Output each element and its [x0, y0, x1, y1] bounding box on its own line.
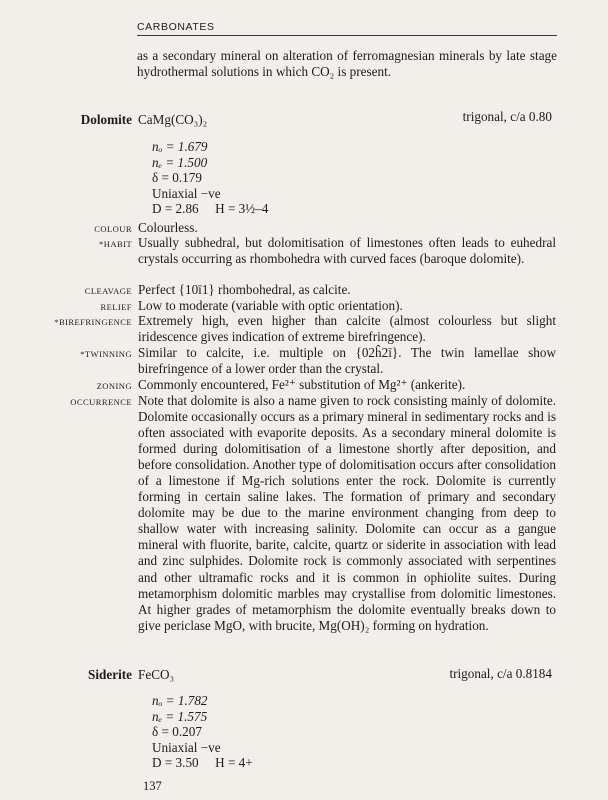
- birefringence-text: Extremely high, even higher than calcite (almost colourless but slight iridescence gives indication of extreme birefringence).: [138, 313, 556, 344]
- siderite-delta: δ = 0.207: [152, 724, 202, 740]
- dolomite-delta: δ = 0.179: [152, 170, 202, 186]
- cleavage-post: rhombohedral, as calcite.: [214, 282, 351, 297]
- dolomite-n-e: nₑ = 1.500: [152, 154, 208, 170]
- siderite-optical-properties: [152, 693, 253, 771]
- relief-text: Low to moderate (variable with optic orientation).: [138, 298, 403, 313]
- page-number: 137: [143, 779, 162, 793]
- dolomite-optical-properties: [152, 139, 268, 217]
- label-cleavage: CLEAVAGE: [84, 286, 132, 296]
- dolomite-optic-sign: Uniaxial −ve: [152, 185, 221, 201]
- twinning-post: . The twin lamellae show birefringence of a lower order than the crystal.: [138, 345, 556, 376]
- running-head: CARBONATES: [137, 21, 215, 33]
- label-twinning: *TWINNING: [80, 349, 132, 359]
- siderite-n-o: nₒ = 1.782: [152, 693, 208, 708]
- cleavage-miller-index: {10ī1}: [178, 282, 215, 297]
- label-occurrence: OCCURRENCE: [70, 397, 132, 407]
- habit-text: Usually subhedral, but dolomitisation of limestones often leads to euhedral crystals occurring as rhombohedra with curved faces (baroque dolomite).: [138, 235, 556, 266]
- label-habit: *HABIT: [99, 239, 132, 249]
- dolomite-density-hardness: D = 2.86 H = 3½–4: [152, 201, 269, 217]
- siderite-n-e: nₑ = 1.575: [152, 708, 208, 724]
- occurrence-text: Note that dolomite is also a name given to rock consisting mainly of dolomite. Dolomite occasionally occurs as a primary mineral in sedimentary rocks and is often associated with evaporite deposits. As a secondary mineral dolomite is formed during dolomitisation of a limestone shortly after deposition, and before consolidation. Another type of dolomitisation occurs after consolidation of a limestone if Mg-rich solutions enter the rock. Dolomite is currently forming in certain saline lakes. The formation of primary and secondary dolomite may be due to the marine environment changing from deep to shallow water with increasing salinity. Dolomite can occur as a gangue mineral with fluorite, barite, calcite, quartz or siderite in association with lead and zinc sulphides. Dolomite rock is commonly associated with serpentines and other ultramafic rocks and it is common in ophiolite suites. During metamorphism dolomitic marbles may crystallise from dolomitic limestones. At higher grades of metamorphism the dolomite eventually breaks down to give periclase MgO, with brucite, Mg(OH)₂ forming on hydration.: [138, 393, 556, 633]
- siderite-density-hardness: D = 3.50 H = 4+: [152, 755, 253, 771]
- label-birefringence: *BIREFRINGENCE: [54, 317, 132, 327]
- siderite-name: Siderite: [88, 667, 132, 682]
- label-zoning: ZONING: [96, 381, 132, 391]
- zoning-text: Commonly encountered, Fe²⁺ substitution of Mg²⁺ (ankerite).: [138, 377, 466, 392]
- dolomite-n-o: nₒ = 1.679: [152, 139, 208, 154]
- twinning-text: [138, 345, 556, 376]
- twinning-pre: Similar to calcite, i.e. multiple on: [138, 345, 356, 360]
- siderite-optic-sign: Uniaxial −ve: [152, 739, 221, 755]
- dolomite-formula: CaMg(CO₃)₂: [138, 112, 208, 127]
- intro-paragraph: as a secondary mineral on alteration of ferromagnesian minerals by late stage hydrothermal solutions in which CO₂ is present.: [137, 48, 557, 79]
- colour-text: Colourless.: [138, 220, 198, 235]
- dolomite-crystal-system: trigonal, c/a 0.80: [462, 109, 552, 124]
- dolomite-name: Dolomite: [80, 112, 132, 127]
- label-colour: COLOUR: [94, 224, 132, 234]
- header-rule: [137, 35, 557, 36]
- label-relief: RELIEF: [100, 302, 132, 312]
- cleavage-pre: Perfect: [138, 282, 179, 297]
- twinning-miller-index: {02ĥ2ī}: [355, 345, 399, 360]
- cleavage-text: [138, 282, 556, 298]
- siderite-crystal-system: trigonal, c/a 0.8184: [449, 666, 552, 681]
- siderite-formula: FeCO₃: [138, 667, 175, 682]
